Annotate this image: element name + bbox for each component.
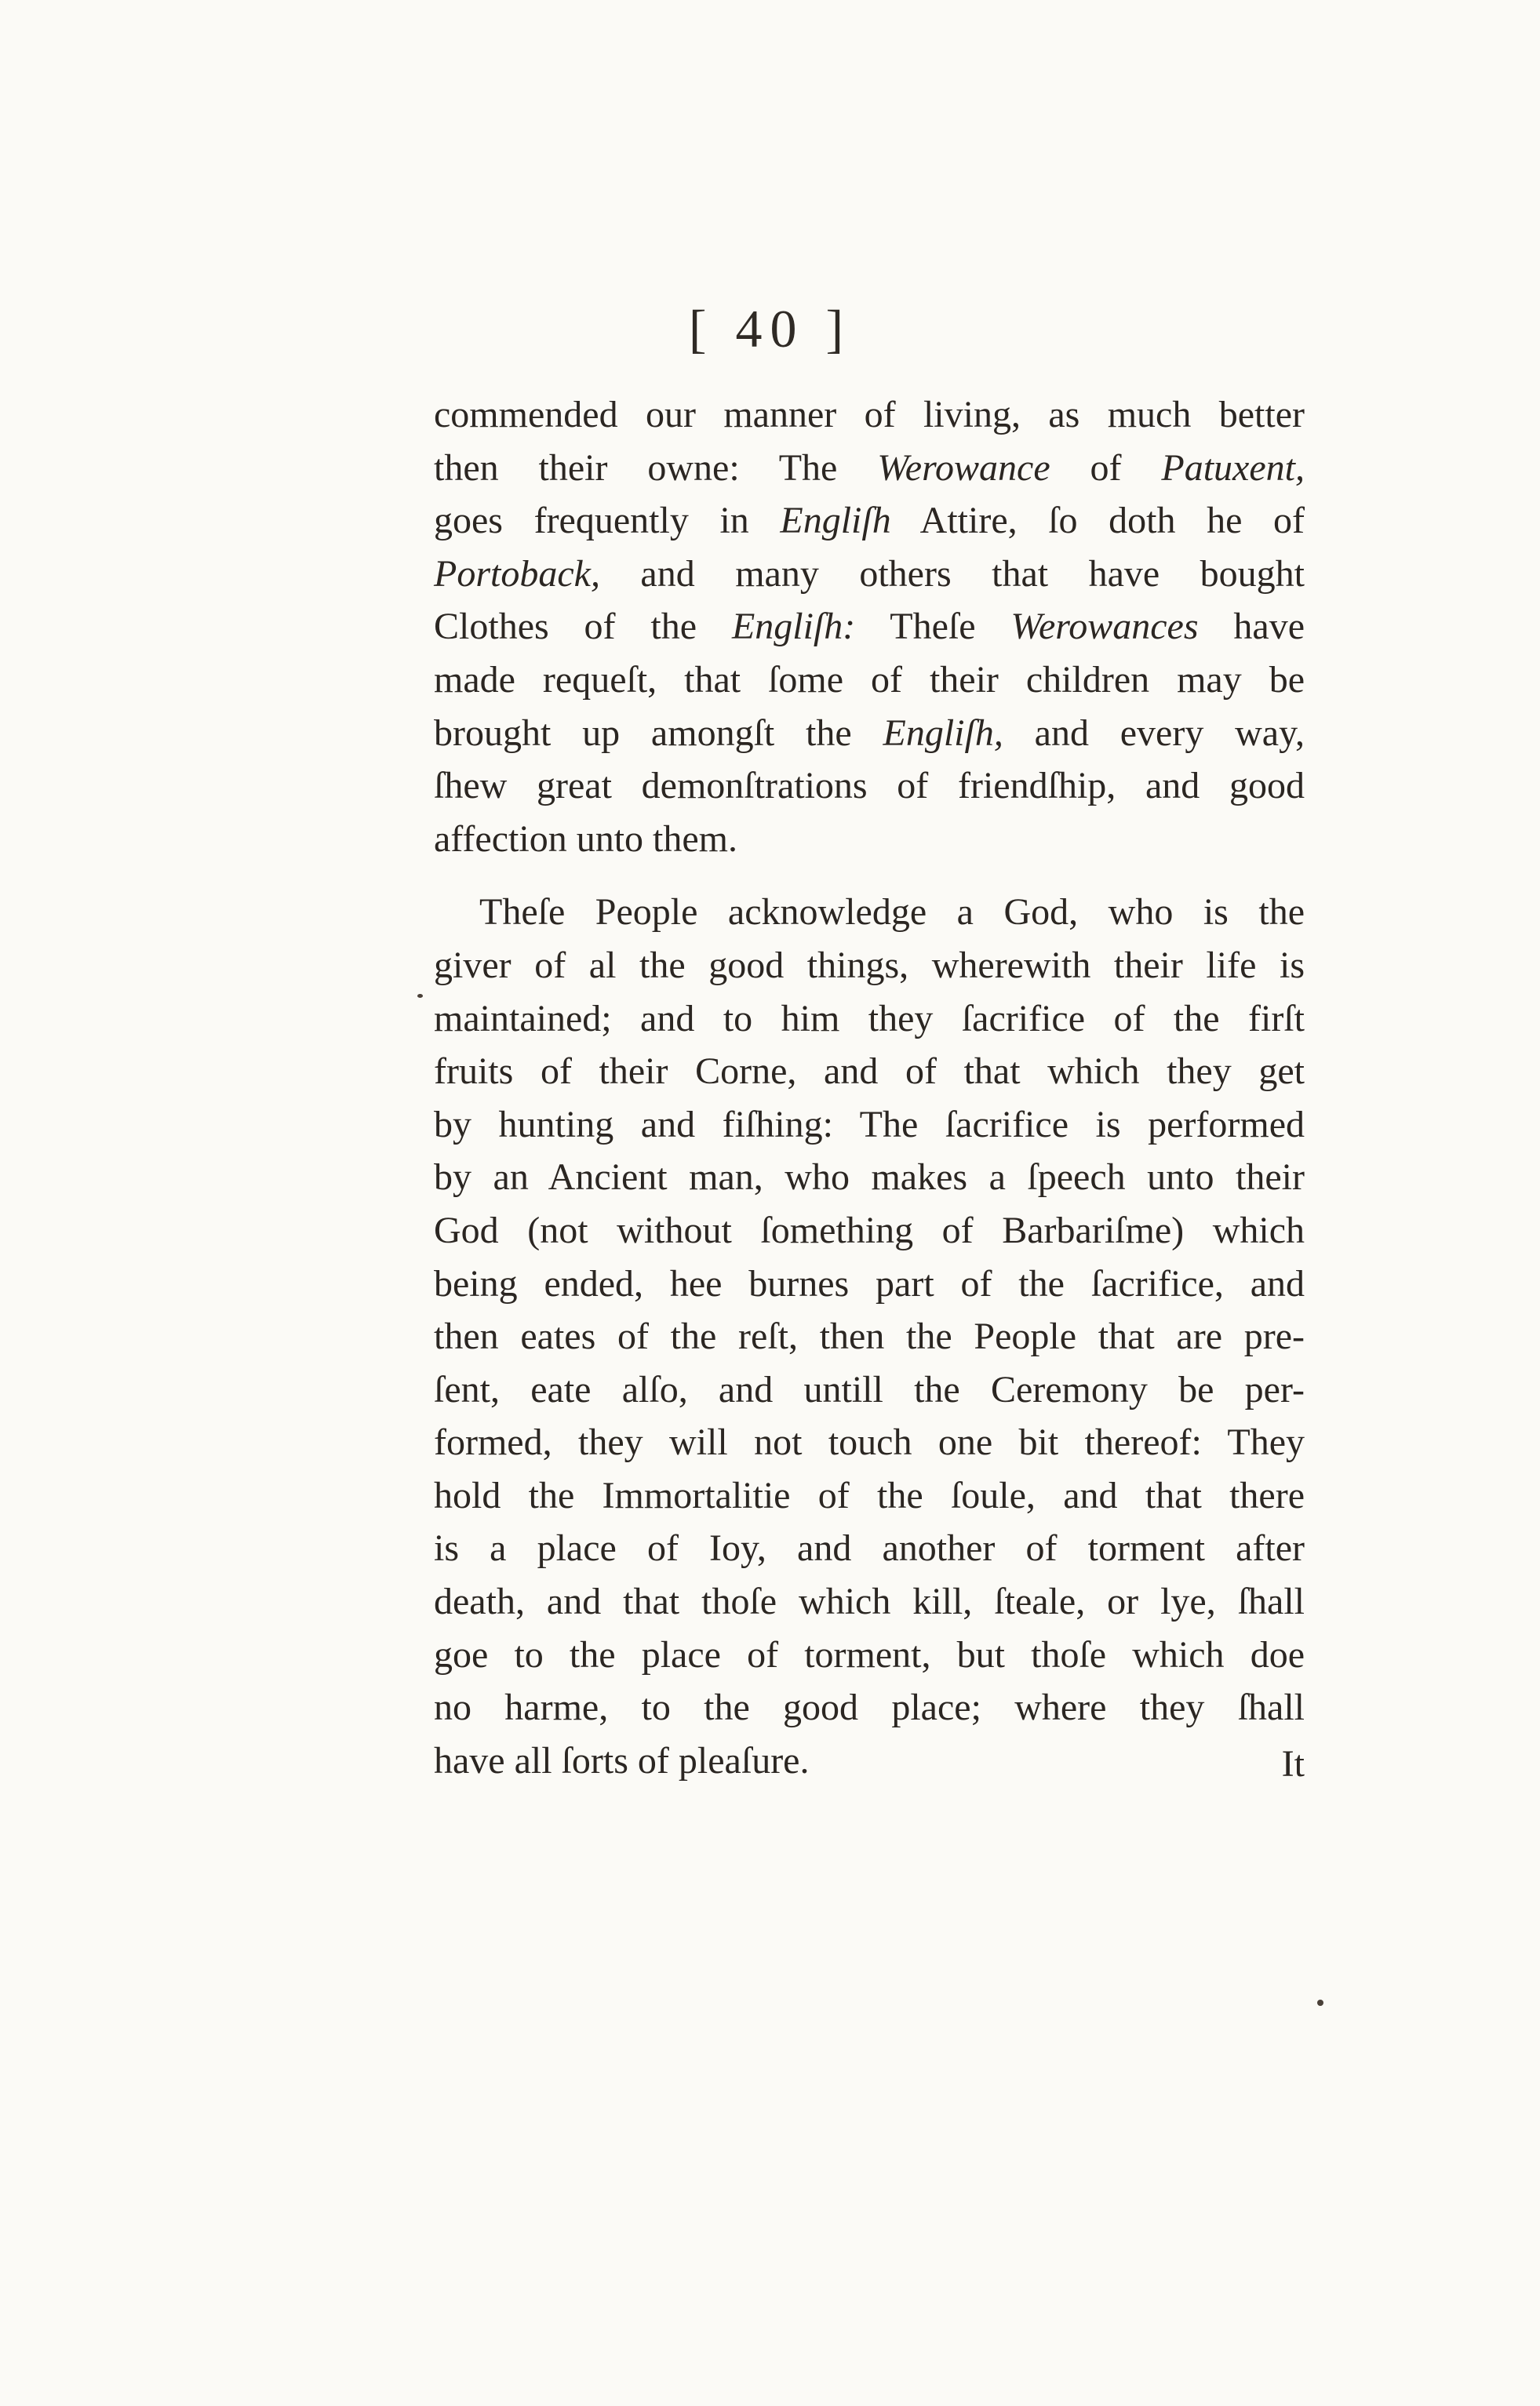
- text-line: [434, 548, 1305, 601]
- text-run: Attire, ſo doth he of: [890, 500, 1305, 542]
- text-run: hold the Immortalitie of the ſoule, and that there: [434, 1474, 1305, 1516]
- text-line: [434, 653, 1305, 707]
- text-run: being ended, hee burnes part of the ſacrifice, and: [434, 1262, 1305, 1305]
- text-run: is a place of Ioy, and another of torment after: [434, 1527, 1305, 1570]
- text-run: Theſe People acknowledge a God, who is the: [479, 891, 1305, 934]
- text-line: [434, 494, 1305, 548]
- text-line: [434, 388, 1305, 442]
- italic-text: Engliſh,: [883, 712, 1003, 754]
- page-number: [ 40 ]: [688, 299, 852, 359]
- text-run: giver of al the good things, wherewith their life is: [434, 944, 1305, 986]
- text-run: commended our manner of living, as much better: [434, 394, 1305, 435]
- text-line: [434, 1045, 1305, 1098]
- text-line: [434, 939, 1305, 992]
- text-line: [434, 759, 1305, 813]
- text-run: by hunting and fiſhing: The ſacrifice is performed: [434, 1103, 1305, 1145]
- text-line: [434, 1522, 1305, 1575]
- text-run: have: [1198, 606, 1305, 648]
- italic-text: Werowances: [1010, 606, 1199, 648]
- text-run: of: [1050, 446, 1162, 489]
- text-run: maintained; and to him they ſacrifice of the firſt: [434, 997, 1305, 1039]
- text-run: and every way,: [1003, 712, 1305, 754]
- paragraph: [434, 388, 1305, 865]
- paragraph-gap: [434, 865, 1305, 886]
- text-run: ſhew great demonſtrations of friendſhip, and good: [434, 765, 1305, 807]
- text-line: [434, 1310, 1305, 1363]
- ink-speck: [1317, 2000, 1323, 2006]
- text-run: ſent, eate alſo, and untill the Ceremony be per-: [434, 1368, 1305, 1410]
- italic-text: Werowance: [877, 446, 1050, 489]
- text-line: [434, 1416, 1305, 1469]
- text-line: [434, 442, 1305, 495]
- text-run: have all ſorts of pleaſure.: [434, 1739, 810, 1782]
- catchword: It: [1281, 1742, 1305, 1785]
- text-run: and many others that have bought: [599, 552, 1305, 595]
- text-run: goes frequently in: [434, 500, 781, 542]
- text-line: [434, 1629, 1305, 1682]
- text-run: then their owne: The: [434, 446, 878, 489]
- body-text: [434, 388, 1305, 1787]
- ink-speck: [417, 994, 423, 998]
- text-line: [434, 886, 1305, 939]
- text-run: formed, they will not touch one bit thereof: They: [434, 1421, 1305, 1464]
- text-run: brought up amongſt the: [434, 712, 883, 754]
- text-run: no harme, to the good place; where they ſhall: [434, 1687, 1305, 1729]
- italic-text: Engliſh: [780, 500, 891, 542]
- text-line: [434, 813, 1305, 866]
- text-run: then eates of the reſt, then the People that are pre-: [434, 1316, 1305, 1358]
- italic-text: Patuxent,: [1161, 446, 1305, 489]
- italic-text: Engliſh:: [731, 606, 856, 648]
- text-line: [434, 707, 1305, 760]
- text-line: [434, 1151, 1305, 1204]
- text-line: [434, 1363, 1305, 1417]
- text-run: fruits of their Corne, and of that which they get: [434, 1050, 1305, 1093]
- text-line: [434, 1575, 1305, 1629]
- text-line: [434, 1681, 1305, 1734]
- italic-text: Portoback,: [434, 552, 600, 595]
- paragraph: [434, 886, 1305, 1787]
- text-run: death, and that thoſe which kill, ſteale, or lye, ſhall: [434, 1581, 1305, 1623]
- text-run: Theſe: [855, 606, 1011, 648]
- text-line: [434, 1734, 1305, 1788]
- text-line: [434, 1204, 1305, 1258]
- text-line: [434, 1098, 1305, 1152]
- text-line: [434, 992, 1305, 1046]
- text-line: [434, 1258, 1305, 1311]
- text-run: affection unto them.: [434, 817, 737, 860]
- text-line: [434, 600, 1305, 653]
- text-run: Clothes of the: [434, 606, 732, 648]
- text-line: [434, 1469, 1305, 1523]
- text-run: goe to the place of torment, but thoſe which doe: [434, 1633, 1305, 1676]
- text-run: made requeſt, that ſome of their children may be: [434, 658, 1305, 701]
- text-run: God (not without ſomething of Barbariſme) which: [434, 1209, 1305, 1251]
- text-run: by an Ancient man, who makes a ſpeech unto their: [434, 1156, 1305, 1199]
